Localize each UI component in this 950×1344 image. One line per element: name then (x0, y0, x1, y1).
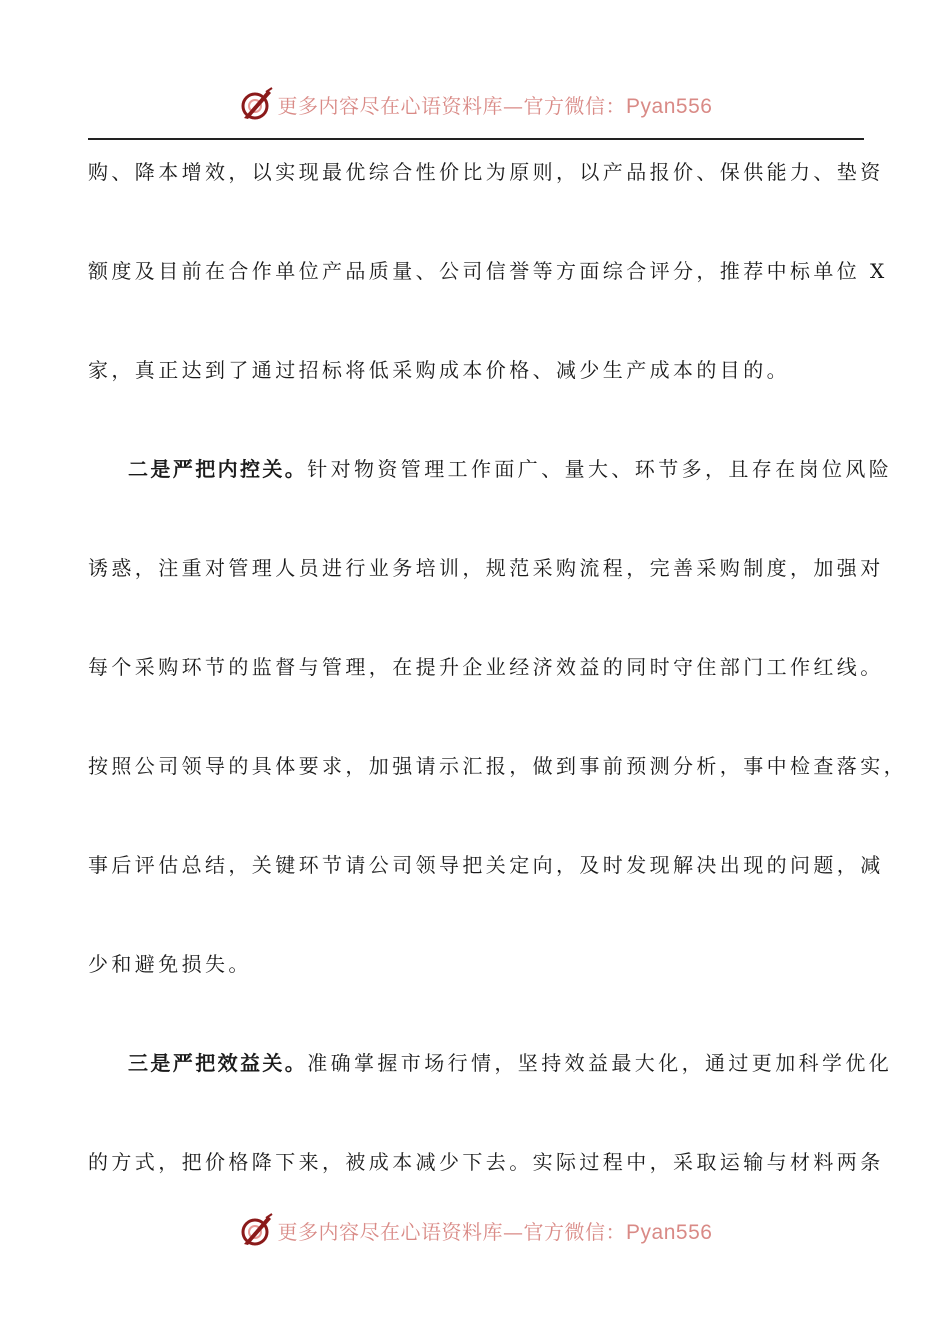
paragraph-text: 针对物资管理工作面广、量大、环节多，且存在岗位风险 (307, 457, 893, 481)
banner-wechat-id: Pyan556 (626, 94, 713, 118)
banner-slogan: 更多内容尽在心语资料库—官方微信： (277, 93, 627, 118)
paragraph-line: 额度及目前在合作单位产品质量、公司信誉等方面综合评分，推荐中标单位 X (88, 259, 888, 283)
banner-text (278, 90, 713, 119)
header-divider (88, 138, 864, 140)
paragraph-line: 每个采购环节的监督与管理，在提升企业经济效益的同时守住部门工作红线。 (88, 655, 884, 679)
paragraph-line (88, 1041, 893, 1140)
paragraph-line: 诱惑，注重对管理人员进行业务培训，规范采购流程，完善采购制度，加强对 (88, 556, 884, 580)
paragraph-line: 按照公司领导的具体要求，加强请示汇报，做到事前预测分析，事中检查落实， (88, 754, 907, 778)
document-body (88, 150, 907, 1239)
paragraph-line: 少和避免损失。 (88, 952, 252, 976)
section-lead-benefit: 三是严把效益关。 (128, 1051, 308, 1075)
quill-pen-logo-icon (238, 1212, 274, 1248)
section-lead-internal-control: 二是严把内控关。 (128, 457, 308, 481)
banner-slogan: 更多内容尽在心语资料库—官方微信： (277, 1219, 627, 1244)
quill-pen-logo-icon (238, 86, 274, 122)
paragraph-line (88, 447, 893, 546)
paragraph-line: 事后评估总结，关键环节请公司领导把关定向，及时发现解决出现的问题，减 (88, 853, 884, 877)
paragraph-line: 购、降本增效，以实现最优综合性价比为原则，以产品报价、保供能力、垫资 (88, 160, 884, 184)
footer-banner (0, 1210, 950, 1250)
paragraph-line: 家，真正达到了通过招标将低采购成本价格、减少生产成本的目的。 (88, 358, 790, 382)
paragraph-text: 准确掌握市场行情，坚持效益最大化，通过更加科学优化 (307, 1051, 893, 1075)
banner-text (278, 1216, 713, 1245)
paragraph-line: 的方式，把价格降下来，被成本减少下去。实际过程中，采取运输与材料两条 (88, 1150, 884, 1174)
header-banner (0, 84, 950, 124)
banner-wechat-id: Pyan556 (626, 1220, 713, 1244)
